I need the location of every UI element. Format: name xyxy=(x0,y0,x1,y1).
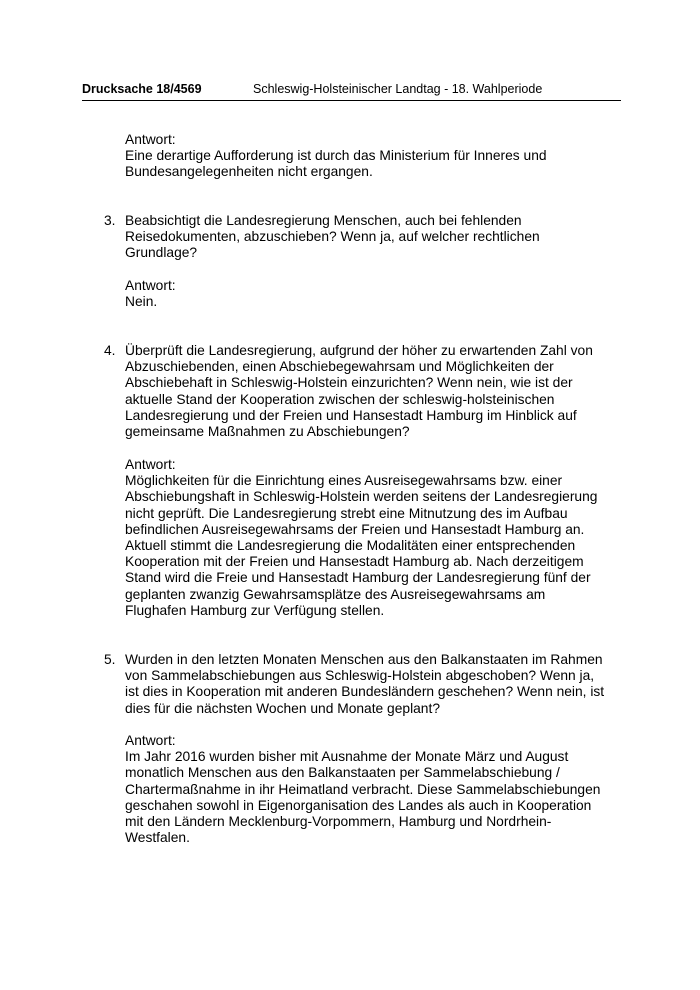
question-4 xyxy=(125,343,593,440)
answer-line: geplanten zwanzig Gewahrsamsplätze des Ausreisegewahrsams am xyxy=(125,586,546,602)
question-number: 5. xyxy=(104,652,116,667)
question-line: Abschiebehaft in Schleswig-Holstein einzurichten? Wenn nein, wie ist der xyxy=(125,375,573,391)
answer-line: Im Jahr 2016 wurden bisher mit Ausnahme der Monate März und August xyxy=(125,749,569,765)
parliament-title: Schleswig-Holsteinischer Landtag - 18. Wahlperiode xyxy=(253,82,543,96)
question-line: Abzuschiebenden, einen Abschiebegewahrsam und Möglichkeiten der xyxy=(125,359,554,375)
answer-line: mit den Ländern Mecklenburg-Vorpommern, Hamburg und Nordrhein- xyxy=(125,814,552,830)
answer-3 xyxy=(125,278,585,310)
answer-line: geschahen sowohl in Eigenorganisation des Landes als auch in Kooperation xyxy=(125,797,592,813)
answer-line: befindlichen Ausreisegewahrsams der Freien und Hansestadt Hamburg an. xyxy=(125,521,585,537)
answer-5 xyxy=(125,733,601,846)
answer-line: Aktuell stimmt die Landesregierung die Modalitäten einer entsprechenden xyxy=(125,538,576,554)
document-number: Drucksache 18/4569 xyxy=(82,82,202,96)
answer-label: Antwort: xyxy=(125,457,176,472)
question-line: ist dies in Kooperation mit anderen Bundesländern geschehen? Wenn nein, ist xyxy=(125,684,605,700)
question-5 xyxy=(125,652,605,717)
question-line: von Sammelabschiebungen aus Schleswig-Holstein abgeschoben? Wenn ja, xyxy=(125,668,595,684)
answer-line: Nein. xyxy=(125,294,158,310)
question-line: Beabsichtigt die Landesregierung Menschen, auch bei fehlenden xyxy=(125,213,522,228)
answer-line: Eine derartige Aufforderung ist durch das Ministerium für Inneres und xyxy=(125,148,547,164)
answer-line: Bundesangelegenheiten nicht ergangen. xyxy=(125,164,373,180)
answer-label: Antwort: xyxy=(125,278,176,293)
question-3 xyxy=(125,213,585,262)
question-number: 3. xyxy=(104,213,116,228)
question-line: Wurden in den letzten Monaten Menschen aus den Balkanstaaten im Rahmen xyxy=(125,652,603,667)
page-header xyxy=(82,80,621,101)
answer-line: Chartermaßnahme in ihr Heimatland verbracht. Diese Sammelabschiebungen xyxy=(125,781,601,797)
answer-line: Kooperation mit der Freien und Hansestadt Hamburg ab. Nach derzeitigem xyxy=(125,554,584,570)
question-line: aktuelle Stand der Kooperation zwischen der schleswig-holsteinischen xyxy=(125,391,555,407)
answer-line: Stand wird die Freie und Hansestadt Hamburg der Landesregierung fünf der xyxy=(125,570,591,586)
question-line: Grundlage? xyxy=(125,245,198,261)
answer-line: Möglichkeiten für die Einrichtung eines Ausreisegewahrsams bzw. einer xyxy=(125,473,563,489)
answer-label: Antwort: xyxy=(125,733,176,748)
answer-line: Westfalen. xyxy=(125,830,190,846)
question-number: 4. xyxy=(104,343,116,358)
answer-4 xyxy=(125,457,598,619)
question-line: dies für die nächsten Wochen und Monate geplant? xyxy=(125,700,440,716)
question-line: Reisedokumenten, abzuschieben? Wenn ja, auf welcher rechtlichen xyxy=(125,229,540,245)
answer-label: Antwort: xyxy=(125,132,176,147)
answer-line: Flughafen Hamburg zur Verfügung stellen. xyxy=(125,602,385,618)
answer-line: Abschiebungshaft in Schleswig-Holstein werden seitens der Landesregierung xyxy=(125,489,598,505)
answer-line: nicht geprüft. Die Landesregierung strebt eine Mitnutzung des im Aufbau xyxy=(125,505,568,521)
question-line: gemeinsame Maßnahmen zu Abschiebungen? xyxy=(125,424,410,440)
answer-intro xyxy=(125,132,585,181)
answer-line: monatlich Menschen aus den Balkanstaaten per Sammelabschiebung / xyxy=(125,765,560,781)
question-line: Landesregierung und der Freien und Hansestadt Hamburg im Hinblick auf xyxy=(125,407,577,423)
question-line: Überprüft die Landesregierung, aufgrund der höher zu erwartenden Zahl von xyxy=(125,343,593,358)
